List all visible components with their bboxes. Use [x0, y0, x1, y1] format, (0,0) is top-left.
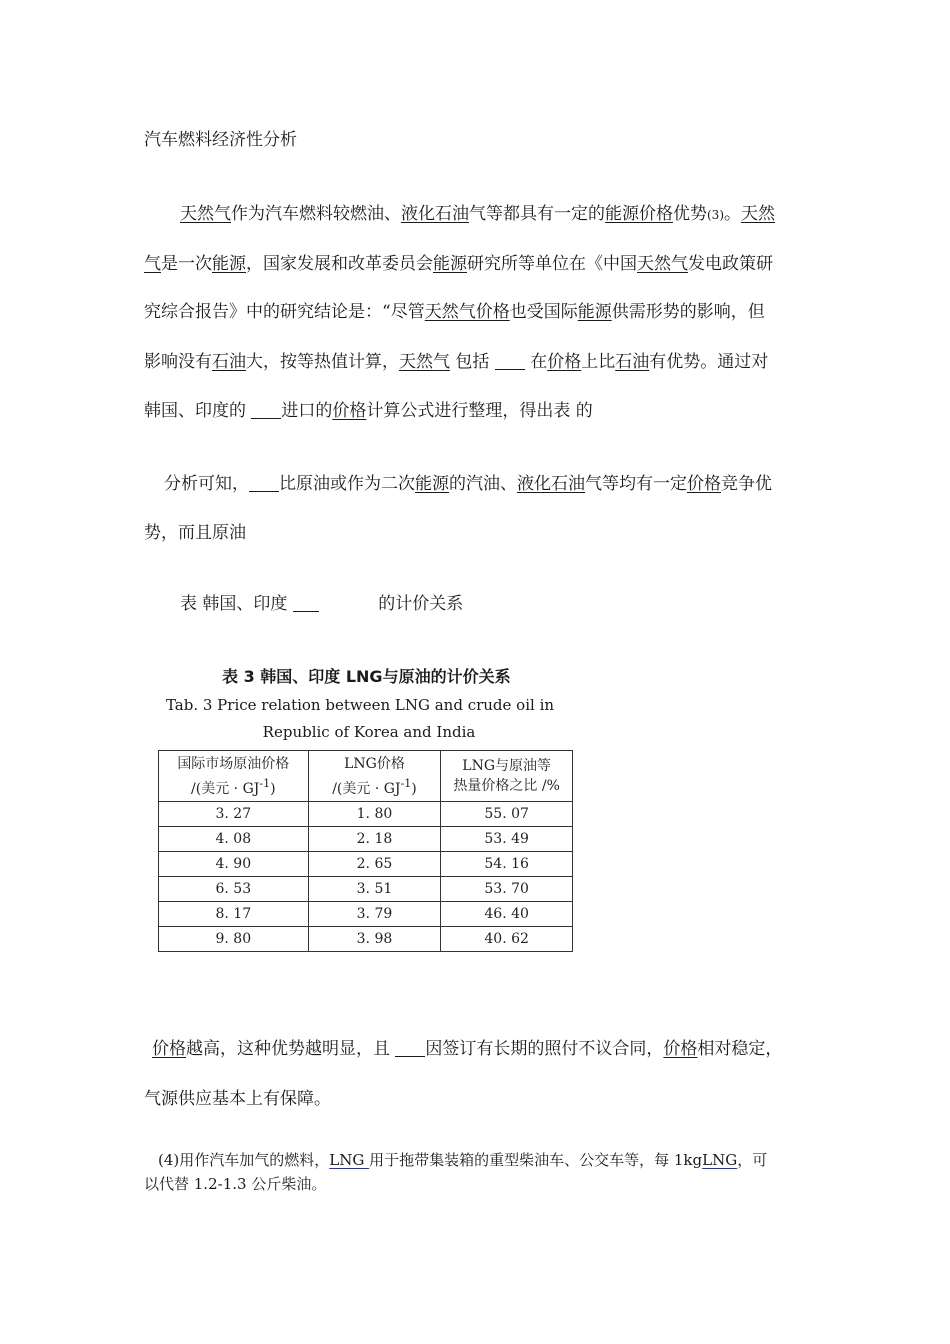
term-oil[interactable]: 石油 [212, 352, 246, 372]
text: 是一次 [161, 254, 212, 274]
term-lpg[interactable]: 液化石油 [517, 474, 585, 494]
header-sup: -1 [259, 776, 271, 790]
paragraph-line-2 [144, 252, 804, 276]
term-natural-gas[interactable]: 天然气 [399, 352, 450, 372]
text: 影响没有 [144, 352, 212, 372]
text: 的计价关系 [318, 594, 464, 614]
paragraph-line-10 [158, 1148, 767, 1172]
table-cell: 9. 80 [159, 927, 309, 952]
text: 优势 [673, 204, 707, 224]
header-crude-price [159, 751, 309, 802]
term-price[interactable]: 价格 [332, 401, 367, 421]
paragraph-line-6 [164, 472, 772, 496]
text: 的汽油、 [449, 474, 517, 494]
text: 大，按等热值计算， [246, 352, 399, 372]
blank-line [249, 473, 279, 492]
term-price[interactable]: 价格 [152, 1039, 186, 1059]
term-natural-gas-price[interactable]: 天然气价格 [424, 302, 510, 322]
table-cell: 8. 17 [159, 902, 309, 927]
header-tail: ) [270, 780, 276, 797]
paragraph-line-11: 以代替 1.2-1.3 公斤柴油。 [144, 1175, 327, 1193]
term-energy[interactable]: 能源 [433, 254, 467, 274]
text: 相对稳定， [697, 1039, 783, 1059]
table-cell: 3. 27 [159, 802, 309, 827]
paragraph-line-1 [180, 202, 775, 227]
text: ，国家发展和改革委员会 [246, 254, 433, 274]
term-natural-gas[interactable]: 气 [144, 254, 161, 274]
text: 越高，这种优势越明显，且 [186, 1039, 396, 1059]
text: 有优势。通过对 [649, 352, 769, 372]
header-lng-price [308, 751, 441, 802]
term-price[interactable]: 价格 [687, 474, 721, 494]
paragraph-line-8 [152, 1037, 782, 1061]
table-cell: 4. 90 [159, 852, 309, 877]
table-caption [180, 592, 463, 616]
blank-line [293, 593, 319, 612]
table-cell: 2. 18 [308, 827, 441, 852]
table-cell: 55. 07 [441, 802, 573, 827]
term-energy[interactable]: 能源 [212, 254, 246, 274]
link-lng[interactable]: LNG [329, 1151, 370, 1169]
header-ratio [441, 751, 573, 802]
header-line: LNG与原油等 [462, 758, 552, 774]
term-natural-gas[interactable]: 天然气 [637, 254, 688, 274]
header-line: /(美元 · GJ [332, 780, 401, 797]
text: 计算公式进行整理，得出表 的 [366, 401, 593, 421]
table-title-cn: 表 3 韩国、印度 LNG与原油的计价关系 [222, 667, 511, 686]
table-row [159, 927, 573, 952]
text: (4)用作汽车加气的燃料， [158, 1151, 330, 1169]
text: 供需形势的影响，但 [611, 302, 765, 322]
text: ，可 [737, 1151, 768, 1169]
text: 作为汽车燃料较燃油、 [231, 204, 401, 224]
table-cell: 53. 70 [441, 877, 573, 902]
paragraph-line-9: 气源供应基本上有保障。 [144, 1089, 331, 1109]
text: 发电政策研 [688, 254, 773, 274]
paragraph-line-7: 势，而且原油 [144, 523, 246, 543]
text: 因签订有长期的照付不议合同， [425, 1039, 664, 1059]
term-energy[interactable]: 能源 [415, 474, 449, 494]
table-cell: 4. 08 [159, 827, 309, 852]
header-line: LNG价格 [344, 755, 405, 772]
paragraph-line-3 [144, 300, 804, 324]
paragraph-line-4 [144, 350, 804, 374]
text: 分析可知， [164, 474, 249, 494]
paragraph-line-5 [144, 399, 804, 423]
header-tail: ) [411, 780, 417, 797]
table-cell: 1. 80 [308, 802, 441, 827]
blank-line [395, 1038, 425, 1057]
text: 比原油或作为二次 [279, 474, 415, 494]
text: 在 [524, 352, 548, 372]
table-title-en-2: Republic of Korea and India [262, 723, 476, 741]
term-price[interactable]: 价格 [663, 1039, 698, 1059]
link-lng[interactable]: LNG [702, 1151, 738, 1169]
header-line: 热量价格之比 /% [453, 778, 560, 794]
blank-line [495, 351, 525, 370]
table-title-en: Tab. 3 Price relation between LNG and crude oil in [165, 696, 555, 714]
table-cell: 3. 51 [308, 877, 441, 902]
text: 用于拖带集装箱的重型柴油车、公交车等，每 1kg [369, 1151, 703, 1169]
text: 韩国、印度的 [144, 401, 252, 421]
term-price[interactable]: 价格 [547, 352, 582, 372]
table-cell: 40. 62 [441, 927, 573, 952]
blank-line [251, 400, 281, 419]
header-line: 国际市场原油价格 [177, 755, 290, 772]
table-cell: 53. 49 [441, 827, 573, 852]
table-cell: 3. 98 [308, 927, 441, 952]
text: 气等均有一定 [585, 474, 687, 494]
header-line: /(美元 · GJ [191, 780, 260, 797]
table-row [159, 877, 573, 902]
table-row [159, 902, 573, 927]
table-row [159, 827, 573, 852]
term-oil[interactable]: 石油 [615, 352, 650, 372]
term-energy[interactable]: 能源 [577, 302, 612, 322]
text: 究综合报告》中的研究结论是：“尽管 [144, 302, 425, 322]
text: 研究所等单位在《中国 [467, 254, 637, 274]
term-natural-gas[interactable]: 天然气 [180, 204, 231, 224]
text: 表 韩国、印度 [180, 594, 293, 614]
table-cell: 2. 65 [308, 852, 441, 877]
text: 上比 [581, 352, 616, 372]
text: 包括 [450, 352, 495, 372]
text: 竞争优 [721, 474, 772, 494]
price-table [158, 750, 573, 952]
footnote-ref: (3) [707, 208, 724, 222]
table-cell: 46. 40 [441, 902, 573, 927]
term-natural-gas[interactable]: 天然 [741, 204, 775, 224]
text: 进口的 [281, 401, 333, 421]
table-row [159, 802, 573, 827]
term-lpg[interactable]: 液化石油 [401, 204, 469, 224]
table-cell: 3. 79 [308, 902, 441, 927]
header-sup: -1 [400, 776, 412, 790]
doc-title: 汽车燃料经济性分析 [144, 130, 297, 150]
text: 气等都具有一定的 [469, 204, 605, 224]
table-row [159, 852, 573, 877]
text: 也受国际 [509, 302, 578, 322]
term-energy-price[interactable]: 能源价格 [605, 204, 673, 224]
text: 。 [724, 204, 741, 224]
table-cell: 54. 16 [441, 852, 573, 877]
table-header-row [159, 751, 573, 802]
table-cell: 6. 53 [159, 877, 309, 902]
